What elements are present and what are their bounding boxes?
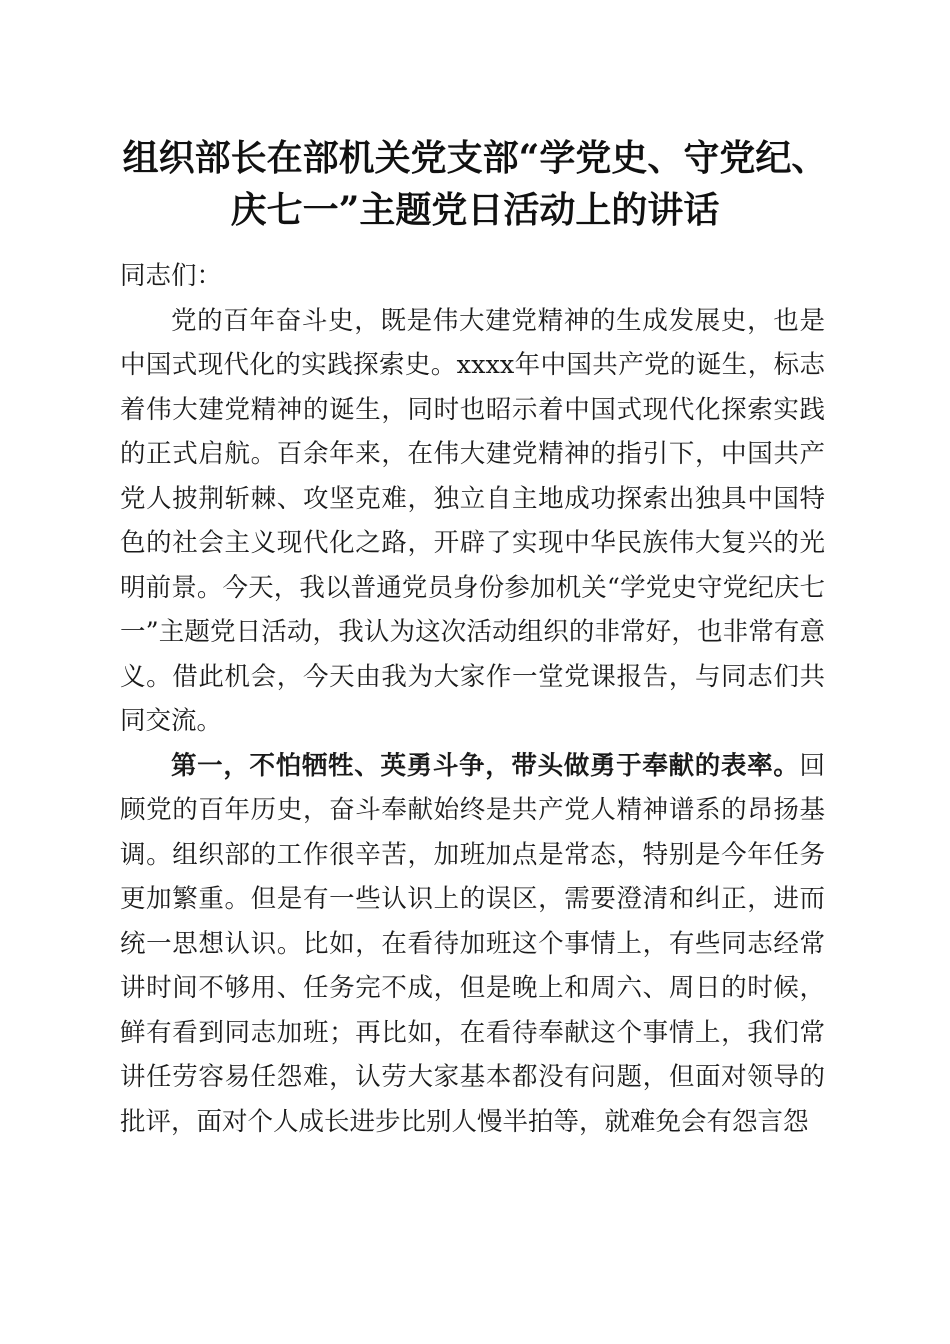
title-line-1: 组织部长在部机关党支部“学党史、守党纪、 [122,137,828,179]
title-line-2: 庆七一”主题党日活动上的讲话 [230,189,720,231]
paragraph-intro-text: 党的百年奋斗史，既是伟大建党精神的生成发展史，也是中国式现代化的实践探索史。xxxx年中国共产党的诞生，标志着伟大建党精神的诞生，同时也昭示着中国式现代化探索实践的正式启航。百余年来，在伟大建党精神的指引下，中国共产党人披荆斩棘、攻坚克难，独立自主地成功探索出独具中国特色的社会主义现代化之路，开辟了实现中华民族伟大复兴的光明前景。今天，我以普通党员身份参加机关“学党史守党纪庆七一”主题党日活动，我认为这次活动组织的非常好，也非常有意义。借此机会，今天由我为大家作一堂党课报告，与同志们共同交流。 [120,305,825,736]
salutation: 同志们： [120,261,223,291]
document-title [100,132,850,236]
document-body [120,254,825,1144]
paragraph-first-point-text: 回顾党的百年历史，奋斗奉献始终是共产党人精神谱系的昂扬基调。组织部的工作很辛苦，加班加点是常态，特别是今年任务更加繁重。但是有一些认识上的误区，需要澄清和纠正，进而统一思想认识。比如，在看待加班这个事情上，有些同志经常讲时间不够用、任务完不成，但是晚上和周六、周日的时候，鲜有看到同志加班；再比如，在看待奉献这个事情上，我们常讲任劳容易任怨难，认劳大家基本都没有问题，但面对领导的批评，面对个人成长进步比别人慢半拍等，就难免会有怨言怨 [120,750,825,1137]
paragraph-first-point [120,744,825,1145]
paragraph-intro [120,299,825,744]
paragraph-lead-heading: 第一，不怕牺牲、英勇斗争，带头做勇于奉献的表率。 [171,750,800,781]
